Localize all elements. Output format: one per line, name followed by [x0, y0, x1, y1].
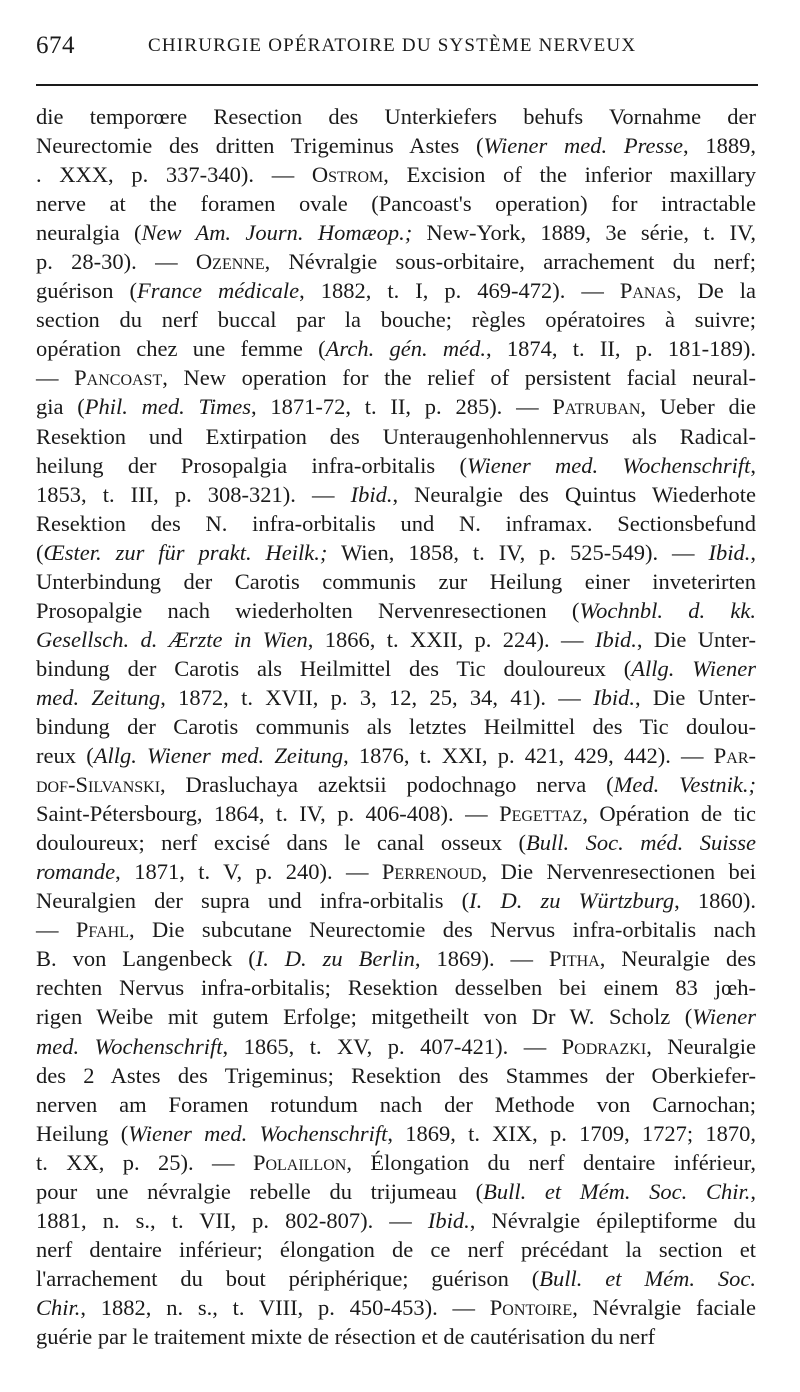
text-segment: , 1869). —: [414, 946, 549, 972]
text-line: [36, 596, 756, 625]
text-segment: , Neuralgie: [646, 1033, 756, 1059]
italic-citation: Bull. Soc. méd. Suisse: [526, 830, 757, 856]
text-segment: bindung der Carotis als Heilmittel des Tic douloureux (: [36, 655, 632, 681]
text-segment: , 1882, n. s., t. VIII, p. 450-453). —: [80, 1294, 490, 1320]
text-segment: heilung der Prosopalgia infra-orbitalis (: [36, 452, 467, 478]
italic-citation: Allg. Wiener: [631, 655, 757, 681]
text-line: [36, 683, 756, 712]
italic-citation: I. D. zu Berlin: [255, 946, 415, 972]
text-segment: , Névralgie faciale: [572, 1294, 756, 1320]
text-segment: rechten Nervus infra-orbitalis; Resektion desselben bei einem 83 jœh-: [36, 975, 756, 1001]
text-line: [36, 509, 756, 538]
italic-citation: Wiener med. Presse: [483, 133, 683, 159]
text-segment: guérie par le traitement mixte de résection et de cautérisation du nerf: [36, 1323, 656, 1349]
author-name: Podrazki: [561, 1033, 647, 1059]
author-name: Perrenoud: [381, 859, 482, 885]
text-segment: , 1872, t. XVII, p. 3, 12, 25, 34, 41). —: [160, 684, 594, 710]
italic-citation: Ibid.: [593, 684, 635, 710]
author-name: Patruban: [552, 394, 641, 420]
author-name: Pontoire: [489, 1294, 573, 1320]
text-segment: , 1882, t. I, p. 469-472). —: [299, 278, 620, 304]
text-segment: , 1860).: [674, 888, 756, 914]
text-segment: gia (: [36, 394, 85, 420]
italic-citation: Allg. Wiener med. Zeitung: [93, 743, 344, 769]
text-line: [36, 218, 756, 247]
italic-citation: Wiener: [692, 1004, 756, 1030]
text-line: [36, 973, 756, 1002]
text-segment: guérison (: [36, 278, 137, 304]
italic-citation: I. D. zu Würtzburg: [469, 888, 675, 914]
text-segment: section du nerf buccal par la bouche; règles opératoires à suivre;: [36, 307, 756, 333]
text-line: [36, 857, 756, 886]
italic-citation: Phil. med. Times: [84, 394, 252, 420]
italic-citation: Chir.: [36, 1294, 81, 1320]
text-line: [36, 1177, 756, 1206]
author-name: Pegettaz: [499, 801, 583, 827]
text-line: [36, 1032, 756, 1061]
text-segment: , Névralgie épileptiforme du: [469, 1207, 757, 1233]
text-segment: , Neuralgie des: [599, 946, 756, 972]
text-line: [36, 189, 756, 218]
author-name: Ostrom: [311, 162, 384, 188]
page-header: [36, 32, 758, 64]
text-segment: , Die subcutane Neurectomie des Nervus infra-orbitalis nach: [128, 917, 756, 943]
author-name: Panas: [619, 278, 676, 304]
text-segment: , 1889,: [683, 133, 757, 159]
text-segment: , Opération de tic: [582, 801, 756, 827]
text-line: [36, 1264, 756, 1293]
text-segment: , Excision of the inferior maxillary: [383, 162, 756, 188]
text-segment: p. 28-30). —: [36, 249, 196, 275]
italic-citation: med. Zeitung: [36, 684, 161, 710]
text-line: [36, 305, 756, 334]
text-line: [36, 1293, 756, 1322]
text-segment: (: [36, 539, 44, 565]
italic-citation: Ibid.: [427, 1207, 470, 1233]
text-segment: Prosopalgie nach wiederholten Nervenresectionen (: [36, 597, 580, 623]
text-segment: —: [36, 917, 76, 943]
text-segment: , Die Unter-: [636, 626, 756, 652]
header-rule: [36, 84, 758, 86]
text-line: [36, 538, 756, 567]
text-segment: 1881, n. s., t. VII, p. 802-807). —: [36, 1207, 428, 1233]
text-line: [36, 363, 756, 392]
italic-citation: Arch. gén. méd.: [325, 336, 486, 362]
text-line: [36, 334, 756, 363]
text-line: [36, 392, 756, 421]
author-name: Pfahl: [75, 917, 129, 943]
text-line: [36, 1322, 756, 1351]
text-segment: , Die Nervenresectionen bei: [481, 859, 757, 885]
italic-citation: Bull. et Mém. Soc.: [539, 1265, 757, 1291]
italic-citation: Wiener med. Wochenschrift: [466, 452, 751, 478]
text-segment: , 1871, t. V, p. 240). —: [115, 859, 382, 885]
text-line: [36, 886, 756, 915]
text-segment: B. von Langenbeck (: [36, 946, 256, 972]
text-line: [36, 480, 756, 509]
italic-citation: Ibid.: [350, 481, 393, 507]
text-line: [36, 131, 756, 160]
text-segment: reux (: [36, 743, 94, 769]
text-segment: ,: [750, 539, 756, 565]
text-line: [36, 567, 756, 596]
text-segment: , 1876, t. XXI, p. 421, 429, 442). —: [343, 743, 714, 769]
text-line: [36, 712, 756, 741]
text-line: [36, 828, 756, 857]
text-line: [36, 1061, 756, 1090]
text-segment: Resektion des N. infra-orbitalis und N. inframax. Sectionsbefund: [36, 510, 756, 536]
text-line: [36, 1002, 756, 1031]
italic-citation: romande: [36, 859, 116, 885]
text-segment: opération chez une femme (: [36, 336, 326, 362]
text-line: [36, 102, 756, 131]
text-line: [36, 915, 756, 944]
text-segment: Heilung (: [36, 1120, 129, 1146]
text-segment: Wien, 1858, t. IV, p. 525-549). —: [327, 539, 709, 565]
text-segment: Neurectomie des dritten Trigeminus Astes (: [36, 133, 484, 159]
italic-citation: France médicale: [136, 278, 300, 304]
author-name: Pitha: [549, 946, 600, 972]
text-segment: , 1869, t. XIX, p. 1709, 1727; 1870,: [387, 1120, 757, 1146]
text-segment: Saint-Pétersbourg, 1864, t. IV, p. 406-408). —: [36, 801, 500, 827]
bibliography-text: [36, 102, 756, 1351]
text-segment: nerven am Foramen rotundum nach der Methode von Carnochan;: [36, 1091, 756, 1117]
text-segment: l'arrachement du bout périphérique; guérison (: [36, 1265, 540, 1291]
text-segment: , Névralgie sous-orbitaire, arrachement du nerf;: [264, 249, 756, 275]
text-segment: nerf dentaire inférieur; élongation de ce nerf précédant la section et: [36, 1236, 756, 1262]
text-segment: Resektion und Extirpation des Unteraugenhohlennervus als Radical-: [36, 423, 756, 449]
running-head: CHIRURGIE OPÉRATOIRE DU SYSTÈME NERVEUX: [148, 35, 637, 56]
text-segment: , 1874, t. II, p. 181-189).: [485, 336, 756, 362]
text-segment: bindung der Carotis communis als letztes Heilmittel des Tic doulou-: [36, 713, 756, 739]
text-segment: , Drasluchaya azektsii podochnago nerva (: [160, 772, 614, 798]
text-segment: nerve at the foramen ovale (Pancoast's operation) for intractable: [36, 191, 756, 217]
text-line: [36, 625, 756, 654]
text-line: [36, 741, 756, 770]
italic-citation: Wiener med. Wochenschrift: [128, 1120, 388, 1146]
text-line: [36, 770, 756, 799]
text-line: [36, 1206, 756, 1235]
text-segment: , 1865, t. XV, p. 407-421). —: [222, 1033, 562, 1059]
text-segment: pour une névralgie rebelle du trijumeau (: [36, 1178, 484, 1204]
text-line: [36, 1090, 756, 1119]
text-segment: —: [36, 365, 75, 391]
text-segment: die temporœre Resection des Unterkiefers behufs Vornahme der: [36, 104, 756, 129]
text-segment: . XXX, p. 337-340). —: [36, 162, 312, 188]
text-line: [36, 654, 756, 683]
text-line: [36, 276, 756, 305]
text-line: [36, 247, 756, 276]
text-segment: t. XX, p. 25). —: [36, 1149, 253, 1175]
italic-citation: New Am. Journ. Homæop.;: [141, 220, 413, 246]
author-name: Polaillon: [252, 1149, 347, 1175]
text-segment: , Die Unter-: [634, 684, 756, 710]
text-line: [36, 799, 756, 828]
italic-citation: Wochnbl. d. kk.: [579, 597, 757, 623]
text-line: [36, 160, 756, 189]
text-segment: , 1866, t. XXII, p. 224). —: [307, 626, 595, 652]
italic-citation: Ibid.: [708, 539, 751, 565]
text-line: [36, 1148, 756, 1177]
text-segment: , De la: [675, 278, 757, 304]
text-line: [36, 1119, 756, 1148]
author-name: Par-: [713, 743, 757, 769]
italic-citation: med. Wochenschrift: [36, 1033, 223, 1059]
text-segment: , Neuralgie des Quintus Wiederhote: [392, 481, 756, 507]
text-line: [36, 1235, 756, 1264]
text-line: [36, 422, 756, 451]
text-segment: douloureux; nerf excisé dans le canal osseux (: [36, 830, 527, 856]
italic-citation: Ibid.: [594, 626, 637, 652]
text-segment: Neuralgien der supra und infra-orbitalis (: [36, 888, 470, 914]
page-number: 674: [36, 32, 75, 59]
italic-citation: Bull. et Mém. Soc. Chir.: [483, 1178, 751, 1204]
author-name: Ozenne: [195, 249, 265, 275]
italic-citation: Med. Vestnik.;: [613, 772, 756, 798]
text-segment: Unterbindung der Carotis communis zur Heilung einer inveterirten: [36, 568, 756, 594]
text-segment: , Ueber die: [640, 394, 757, 420]
text-segment: des 2 Astes des Trigeminus; Resektion des Stammes der Oberkiefer-: [36, 1062, 756, 1088]
text-line: [36, 944, 756, 973]
text-segment: , 1871-72, t. II, p. 285). —: [251, 394, 553, 420]
italic-citation: Gesellsch. d. Ærzte in Wien: [36, 626, 308, 652]
author-name: Pancoast: [74, 365, 163, 391]
text-segment: ,: [750, 1178, 756, 1204]
text-segment: neuralgia (: [36, 220, 142, 246]
text-segment: , Élongation du nerf dentaire inférieur,: [346, 1149, 756, 1175]
author-name: dof-Silvanski: [36, 772, 161, 798]
text-segment: 1853, t. III, p. 308-321). —: [36, 481, 351, 507]
text-segment: rigen Weibe mit gutem Erfolge; mitgetheilt von Dr W. Scholz (: [36, 1004, 693, 1030]
italic-citation: Œster. zur für prakt. Heilk.;: [43, 539, 328, 565]
text-line: [36, 451, 756, 480]
text-segment: ,: [750, 452, 756, 478]
text-segment: , New operation for the relief of persistent facial neural-: [162, 365, 756, 391]
text-segment: New-York, 1889, 3e série, t. IV,: [412, 220, 757, 246]
